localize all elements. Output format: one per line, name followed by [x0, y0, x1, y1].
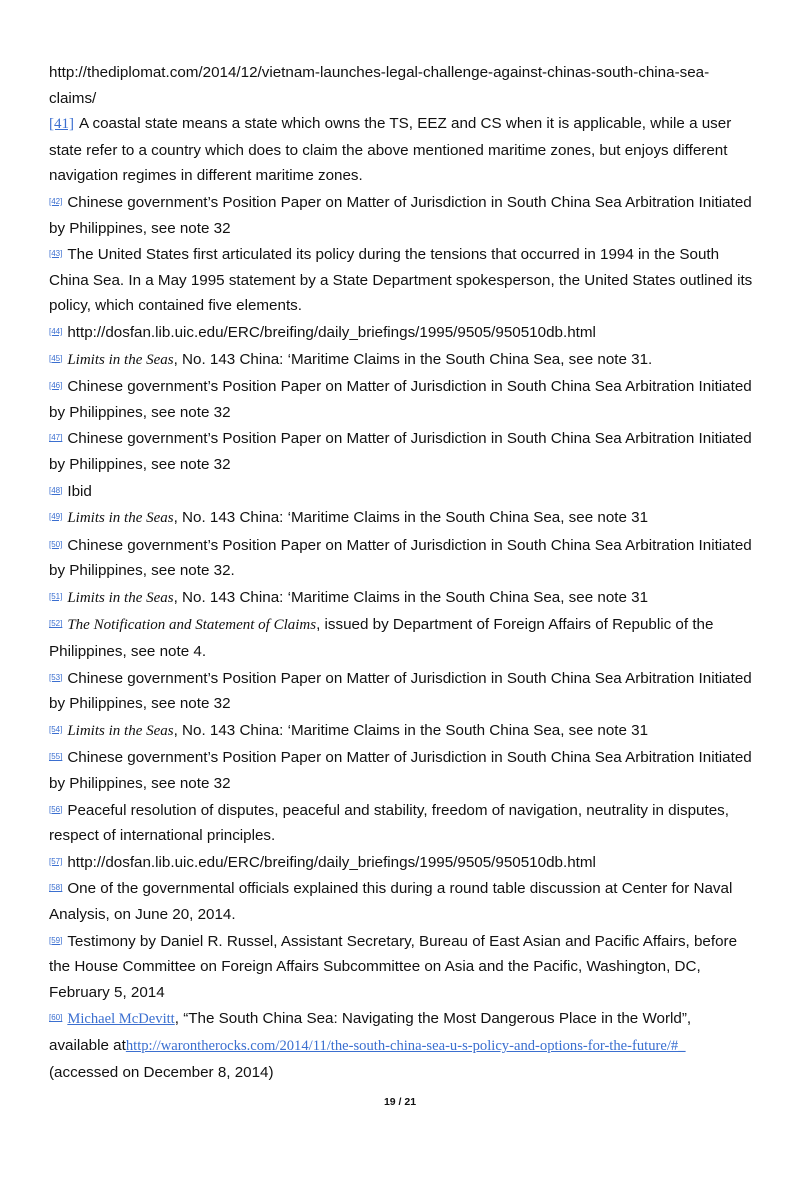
footnote-55	[49, 744, 754, 796]
footnote-ref-48[interactable]: [48]	[49, 485, 63, 495]
footnote-ref-49[interactable]: [49]	[49, 512, 63, 522]
footnote-text: Chinese government’s Position Paper on Matter of Jurisdiction in South China Sea Arbitration Initiated by Philippines, see note 32.	[49, 536, 752, 580]
footnote-ref-57[interactable]: [57]	[49, 856, 63, 866]
footnote-50	[49, 532, 754, 584]
footnote-58	[49, 875, 754, 927]
footnote-url[interactable]: http://thediplomat.com/2014/12/vietnam-launches-legal-challenge-against-chinas-south-china-sea-claims/	[49, 64, 710, 107]
footnote-43	[49, 241, 754, 319]
footnote-ref-42[interactable]: [42]	[49, 196, 63, 206]
footnote-text: Chinese government’s Position Paper on Matter of Jurisdiction in South China Sea Arbitration Initiated by Philippines, see note 32	[49, 193, 752, 237]
footnote-42	[49, 189, 754, 241]
footnote-ref-58[interactable]: [58]	[49, 883, 63, 893]
footnote-text: , No. 143 China: ‘Maritime Claims in the South China Sea, see note 31	[173, 721, 649, 739]
footnote-text: , No. 143 China: ‘Maritime Claims in the South China Sea, see note 31	[173, 509, 649, 527]
footnote-text: , No. 143 China: ‘Maritime Claims in the South China Sea, see note 31.	[173, 350, 653, 368]
footnote-57	[49, 849, 754, 876]
footnote-ref-54[interactable]: [54]	[49, 724, 63, 734]
footnote-ref-47[interactable]: [47]	[49, 433, 63, 443]
footnote-title: The Notification and Statement of Claims	[67, 617, 317, 634]
footnote-text: Chinese government’s Position Paper on Matter of Jurisdiction in South China Sea Arbitration Initiated by Philippines, see note 32	[49, 430, 752, 473]
footnote-title: Limits in the Seas	[67, 351, 174, 368]
footnote-ref-45[interactable]: [45]	[49, 353, 63, 363]
footnote-ref-41[interactable]: [41]	[49, 116, 74, 133]
footnote-40-continuation	[49, 60, 754, 111]
footnote-ref-44[interactable]: [44]	[49, 326, 63, 336]
footnote-text: Chinese government’s Position Paper on Matter of Jurisdiction in South China Sea Arbitration Initiated by Philippines, see note 32	[49, 749, 752, 793]
footnote-title: Limits in the Seas	[67, 510, 174, 527]
footnote-60	[49, 1005, 754, 1085]
footnote-text: , No. 143 China: ‘Maritime Claims in the South China Sea, see note 31	[173, 588, 649, 606]
footnote-text: A coastal state means a state which owns the TS, EEZ and CS when it is applicable, while a user state refer to a country which does to claim the above mentioned maritime zones, but enjoys different navigation regimes in different maritime zones.	[49, 115, 732, 185]
footnote-56	[49, 797, 754, 849]
footnote-ref-59[interactable]: [59]	[49, 935, 63, 945]
footnote-text: Ibid	[67, 482, 92, 500]
footnote-ref-55[interactable]: [55]	[49, 752, 63, 762]
footnote-45	[49, 346, 754, 374]
footnote-59	[49, 928, 754, 1006]
footnote-text: , “The South China Sea: Navigating the Most Dangerous Place in the World”, available at	[49, 1010, 692, 1054]
footnote-41	[49, 111, 754, 189]
footnote-text: Peaceful resolution of disputes, peaceful and stability, freedom of navigation, neutrality in disputes, respect of international principles.	[49, 801, 729, 845]
footnote-46	[49, 373, 754, 425]
footnote-title: Limits in the Seas	[67, 589, 174, 606]
author-link[interactable]: Michael McDevitt	[67, 1011, 175, 1028]
footnote-51	[49, 584, 754, 612]
footnote-ref-51[interactable]: [51]	[49, 591, 63, 601]
footnote-ref-46[interactable]: [46]	[49, 381, 63, 391]
footnote-ref-43[interactable]: [43]	[49, 249, 63, 259]
footnote-text: Testimony by Daniel R. Russel, Assistant Secretary, Bureau of East Asian and Pacific Affairs, before the House Committee on Foreign Affairs Subcommittee on Asia and the Pacific, Washington, DC, February 5, 2014	[49, 932, 738, 1001]
footnote-ref-60[interactable]: [60]	[49, 1013, 63, 1023]
footnote-47	[49, 425, 754, 477]
footnote-text-after: (accessed on December 8, 2014)	[49, 1063, 274, 1081]
footnote-ref-52[interactable]: [52]	[49, 619, 63, 629]
footnote-44	[49, 319, 754, 346]
page-number: 19 / 21	[383, 1096, 417, 1108]
footnote-url[interactable]: http://dosfan.lib.uic.edu/ERC/breifing/daily_briefings/1995/9505/950510db.html	[67, 323, 596, 341]
footnote-text: One of the governmental officials explained this during a round table discussion at Center for Naval Analysis, on June 20, 2014.	[49, 880, 733, 923]
footnote-49	[49, 504, 754, 532]
footnote-ref-53[interactable]: [53]	[49, 672, 63, 682]
footnote-title: Limits in the Seas	[67, 722, 174, 739]
footnote-ref-56[interactable]: [56]	[49, 804, 63, 814]
footnote-48	[49, 478, 754, 505]
footnote-url[interactable]: http://dosfan.lib.uic.edu/ERC/breifing/daily_briefings/1995/9505/950510db.html	[67, 853, 596, 871]
footnote-54	[49, 717, 754, 745]
footnote-52	[49, 611, 754, 664]
footnote-53	[49, 665, 754, 717]
article-link[interactable]: http://warontherocks.com/2014/11/the-south-china-sea-u-s-policy-and-options-for-the-future/#_	[125, 1037, 686, 1054]
footnote-ref-50[interactable]: [50]	[49, 539, 63, 549]
footnote-text: The United States first articulated its policy during the tensions that occurred in 1994 in the South China Sea. In a May 1995 statement by a State Department spokesperson, the United States outlined its policy, which contained five elements.	[49, 246, 753, 315]
footnote-text: , issued by Department of Foreign Affairs of Republic of the Philippines, see note 4.	[49, 616, 714, 661]
footnote-text: Chinese government’s Position Paper on Matter of Jurisdiction in South China Sea Arbitration Initiated by Philippines, see note 32	[49, 669, 752, 713]
footnote-text: Chinese government’s Position Paper on Matter of Jurisdiction in South China Sea Arbitration Initiated by Philippines, see note 32	[49, 378, 752, 421]
